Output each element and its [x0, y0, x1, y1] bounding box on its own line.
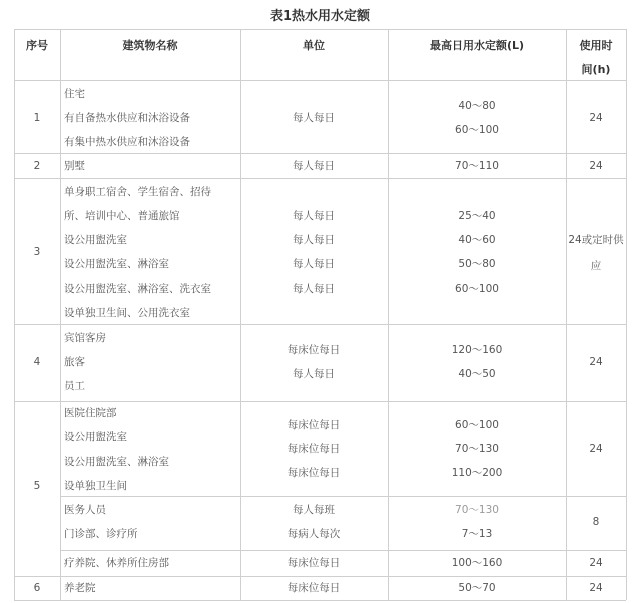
- row5-name-0: 医院住院部: [64, 407, 117, 419]
- row5-sub-hours: 8: [592, 516, 600, 528]
- row5-sub-name-0: 医务人员: [64, 504, 106, 516]
- row5-sub-unit-0: 每人每班: [293, 504, 335, 516]
- row3-seq: 3: [33, 246, 41, 258]
- row2-quota: 70～110: [455, 160, 499, 172]
- row5-sub-quota-1: 7～13: [461, 528, 493, 540]
- row5-rest-hours: 24: [589, 557, 603, 569]
- row4-name-2: 员工: [64, 380, 85, 392]
- row3-unit-1: 每人每日: [293, 234, 335, 246]
- row-divider: [14, 324, 626, 325]
- row5-quota-0: 60～100: [455, 419, 499, 431]
- row3-quota-2: 50～80: [458, 258, 496, 270]
- row3-quota-1: 40～60: [458, 234, 496, 246]
- row1-unit: 每人每日: [293, 112, 335, 124]
- header-quota: 最高日用水定额(L): [429, 39, 525, 52]
- row-divider: [14, 600, 626, 601]
- header-unit: 单位: [303, 39, 325, 52]
- row5-quota-2: 110～200: [451, 467, 503, 479]
- column-divider: [14, 29, 15, 600]
- row5-name-2: 设公用盥洗室、淋浴室: [64, 456, 169, 468]
- header-hours-line1: 使用时: [579, 39, 613, 52]
- row5-sub-name-1: 门诊部、诊疗所: [64, 528, 138, 540]
- row5-sub-quota-0: 70～130: [455, 504, 499, 516]
- row3-unit-3: 每人每日: [293, 283, 335, 295]
- row4-unit-1: 每人每日: [293, 368, 335, 380]
- row4-quota-1: 40～50: [458, 368, 496, 380]
- row1-name-0: 住宅: [64, 88, 85, 100]
- row1-name-1: 有自备热水供应和沐浴设备: [64, 112, 190, 124]
- row5-unit-0: 每床位每日: [287, 419, 341, 431]
- row5-seq: 5: [33, 480, 41, 492]
- row4-name-1: 旅客: [64, 356, 85, 368]
- row-divider: [14, 576, 626, 577]
- row5-unit-1: 每床位每日: [287, 443, 341, 455]
- row5-name-3: 设单独卫生间: [64, 480, 127, 492]
- row5-rest-name: 疗养院、休养所住房部: [64, 557, 169, 569]
- row1-hours: 24: [589, 112, 603, 124]
- row6-seq: 6: [33, 582, 41, 594]
- row4-hours: 24: [589, 356, 603, 368]
- row3-unit-2: 每人每日: [293, 258, 335, 270]
- row4-name-0: 宾馆客房: [64, 332, 106, 344]
- row1-quota-1: 60～100: [455, 124, 499, 136]
- row2-unit: 每人每日: [293, 160, 335, 172]
- row-divider: [14, 178, 626, 179]
- row3-name-2: 设公用盥洗室: [64, 234, 127, 246]
- row6-quota: 50～70: [458, 582, 496, 594]
- row5-rest-quota: 100～160: [451, 557, 503, 569]
- row5-name-1: 设公用盥洗室: [64, 431, 127, 443]
- row3-hours-line1: 24或定时供: [568, 234, 624, 246]
- column-divider: [566, 29, 567, 600]
- row3-quota-0: 25～40: [458, 210, 496, 222]
- row3-name-1: 所、培训中心、普通旅馆: [64, 210, 180, 222]
- row3-name-4: 设公用盥洗室、淋浴室、洗衣室: [64, 283, 211, 295]
- table-title: 表1热水用水定额: [269, 9, 371, 24]
- row4-unit-0: 每床位每日: [287, 344, 341, 356]
- row-divider: [14, 401, 626, 402]
- row5-hours: 24: [589, 443, 603, 455]
- row5-rest-unit: 每床位每日: [287, 557, 341, 569]
- row6-unit: 每床位每日: [287, 582, 341, 594]
- row5-sub-unit-1: 每病人每次: [287, 528, 341, 540]
- row5-quota-1: 70～130: [455, 443, 499, 455]
- row3-name-5: 设单独卫生间、公用洗衣室: [64, 307, 190, 319]
- row6-name: 养老院: [64, 582, 96, 594]
- header-hours-line2: 间(h): [581, 63, 611, 76]
- column-divider: [240, 29, 241, 600]
- row1-name-2: 有集中热水供应和沐浴设备: [64, 136, 190, 148]
- row3-quota-3: 60～100: [455, 283, 499, 295]
- column-divider: [388, 29, 389, 600]
- row2-name: 别墅: [64, 160, 85, 172]
- row2-seq: 2: [33, 160, 41, 172]
- row5-unit-2: 每床位每日: [287, 467, 341, 479]
- row4-quota-0: 120～160: [451, 344, 503, 356]
- row3-name-3: 设公用盥洗室、淋浴室: [64, 258, 169, 270]
- row3-name-0: 单身职工宿舍、学生宿舍、招待: [64, 186, 211, 198]
- header-seq: 序号: [26, 39, 48, 52]
- row4-seq: 4: [33, 356, 41, 368]
- row6-hours: 24: [589, 582, 603, 594]
- row1-quota-0: 40～80: [458, 100, 496, 112]
- row-divider: [14, 153, 626, 154]
- row1-seq: 1: [33, 112, 41, 124]
- row-divider: [14, 80, 626, 81]
- row3-unit-0: 每人每日: [293, 210, 335, 222]
- row-divider: [14, 29, 626, 30]
- row-divider: [60, 496, 626, 497]
- header-building-name: 建筑物名称: [122, 39, 178, 52]
- row3-hours-line2: 应: [590, 260, 602, 272]
- column-divider: [60, 29, 61, 600]
- column-divider: [626, 29, 627, 600]
- row-divider: [60, 550, 626, 551]
- row2-hours: 24: [589, 160, 603, 172]
